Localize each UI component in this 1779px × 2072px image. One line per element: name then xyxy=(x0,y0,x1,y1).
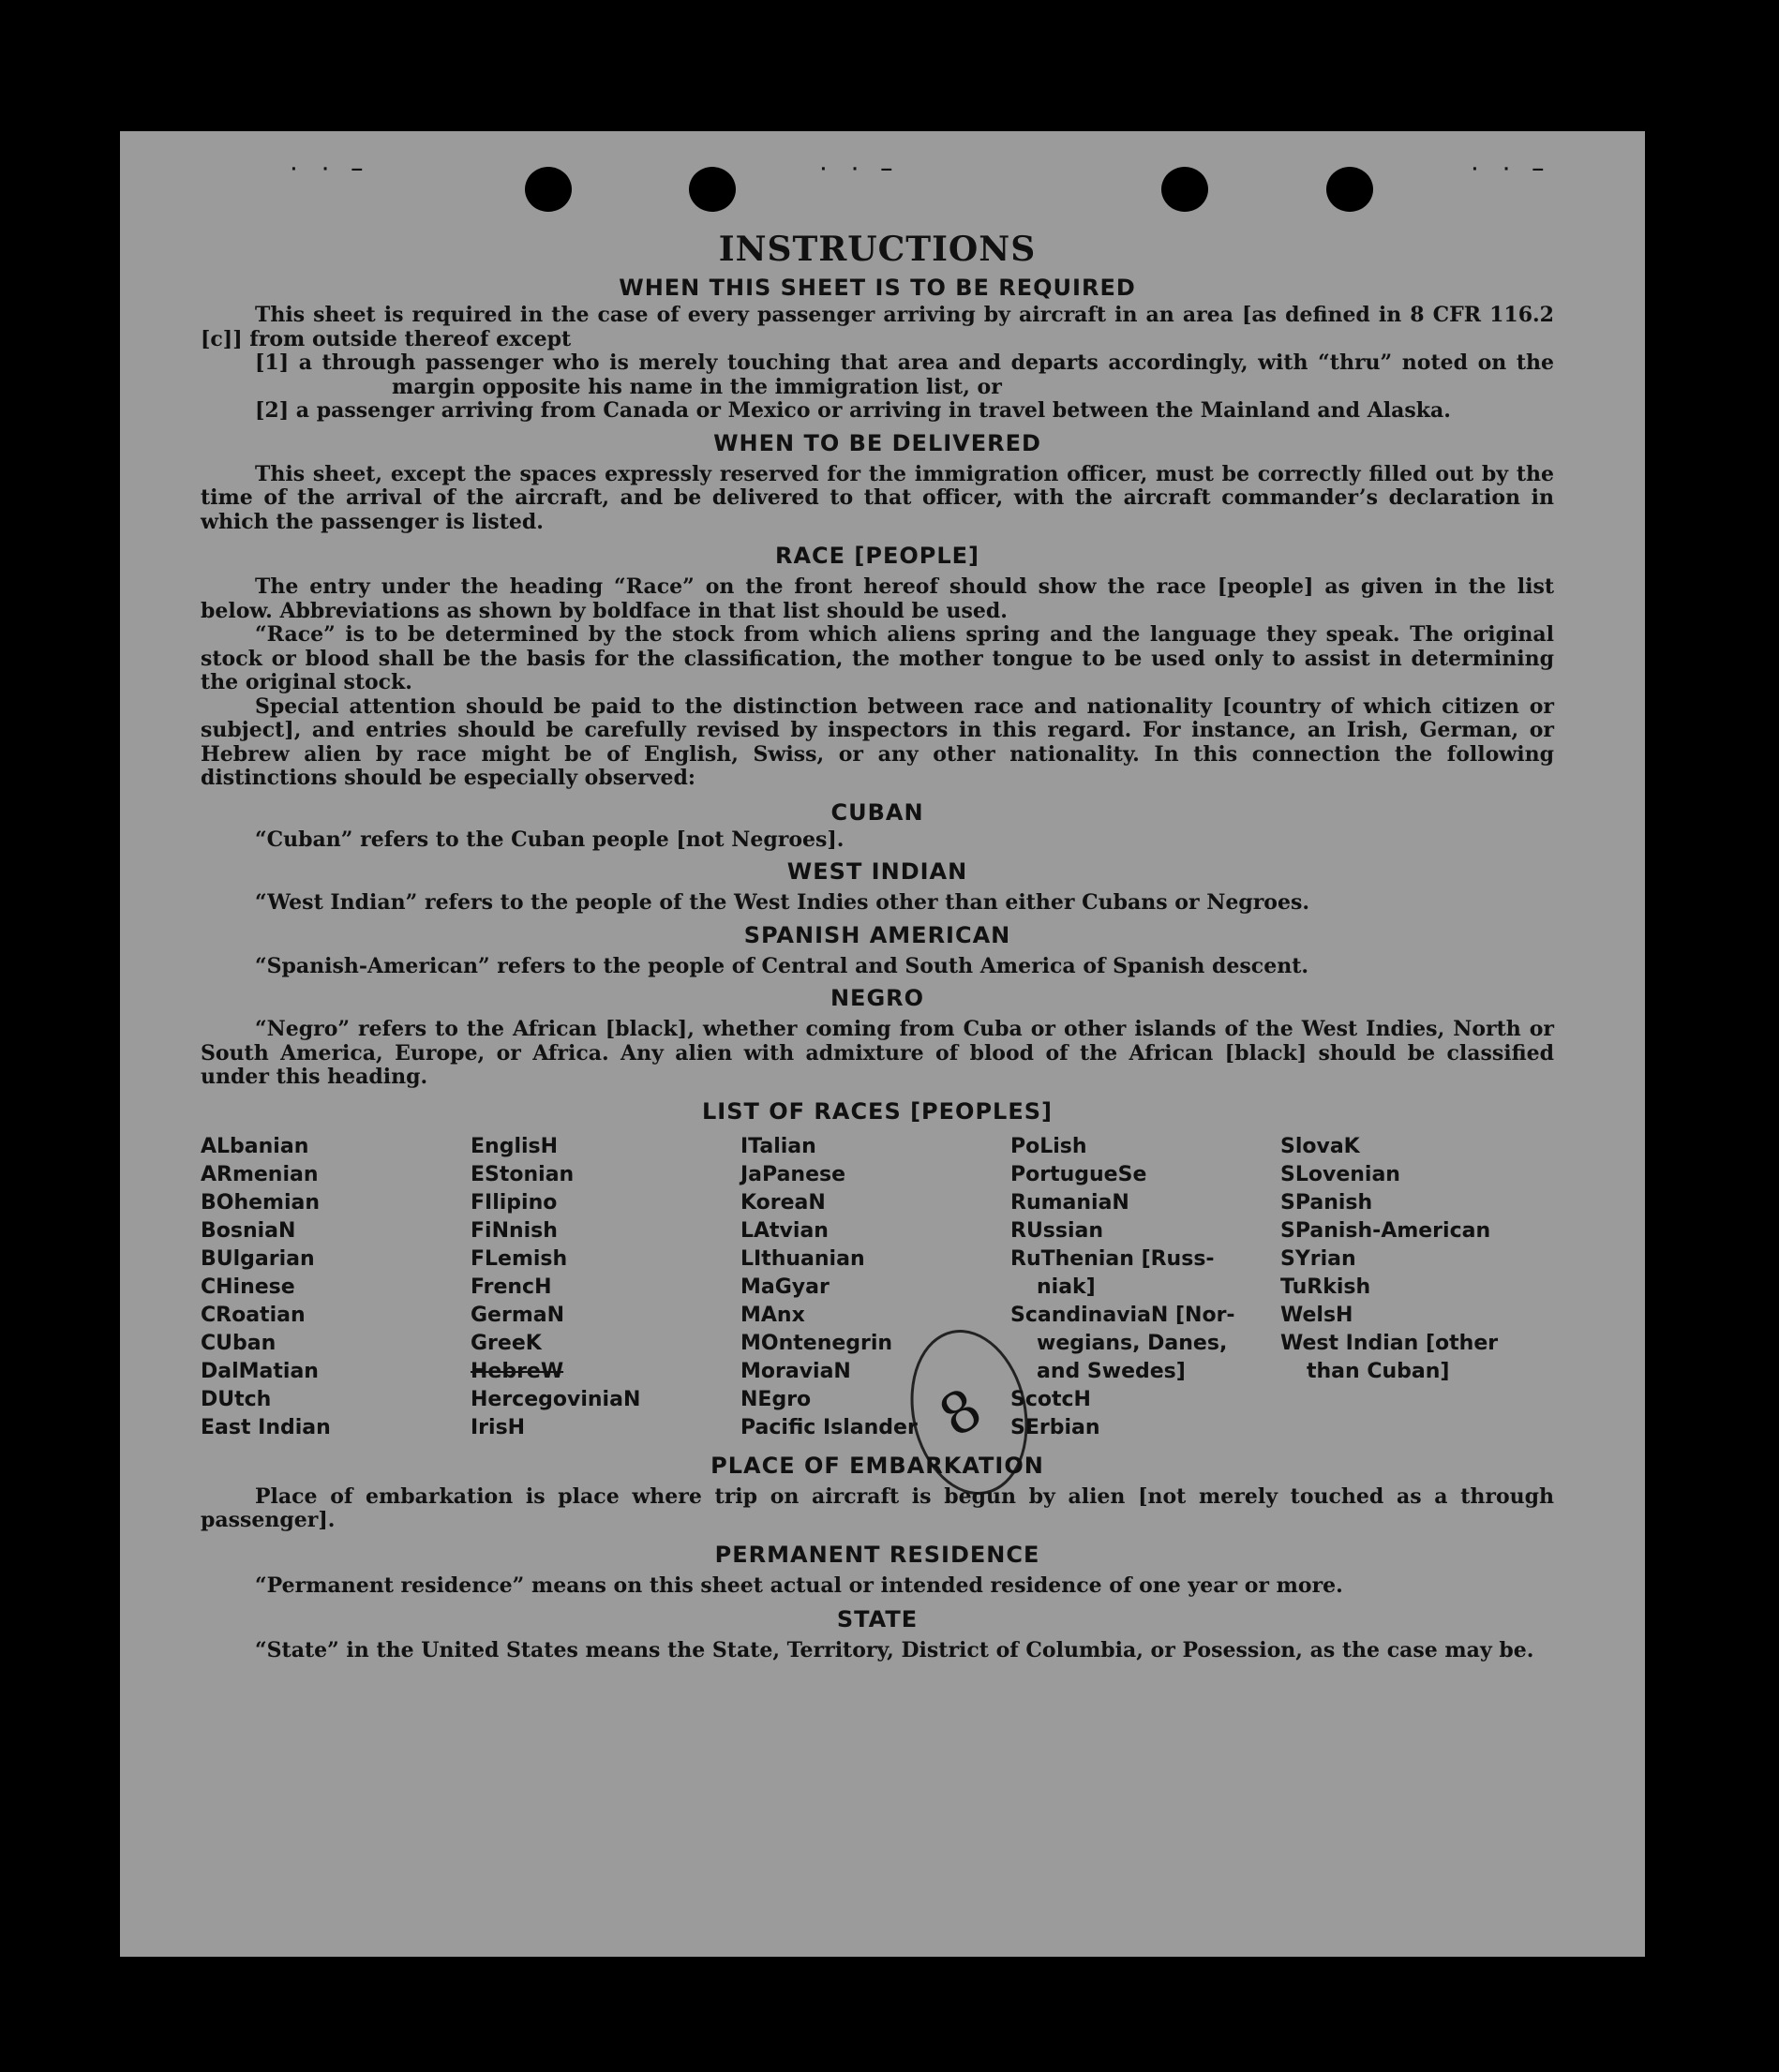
race-entry: WelsH xyxy=(1280,1303,1353,1327)
race-entry: ScandinaviaN [Nor- xyxy=(1010,1303,1235,1327)
race-entry: ALbanian xyxy=(201,1134,309,1158)
heading-west-indian: WEST INDIAN xyxy=(786,858,968,885)
race-entry: FiNnish xyxy=(471,1218,558,1243)
required-item-1: [1] a through passenger who is merely touching that area and departs accordingly, with “thru” noted on the margin opposite his name in the immigration list, or xyxy=(255,350,1554,399)
punch-hole xyxy=(689,167,736,212)
races-column-1 xyxy=(201,1133,471,1442)
handwritten-number: 8 xyxy=(928,1376,994,1451)
edge-marks: · · ‒ xyxy=(818,159,898,179)
instructions-content xyxy=(201,231,1554,1663)
race-entry: MoraviaN xyxy=(740,1359,851,1383)
race-entry: GermaN xyxy=(471,1303,565,1327)
race-entry: FIlipino xyxy=(471,1190,558,1215)
race-entry: FLemish xyxy=(471,1246,568,1271)
page-title: INSTRUCTIONS xyxy=(718,230,1037,269)
race-entry-continued: niak] xyxy=(1037,1275,1096,1299)
race-entry: MAnx xyxy=(740,1303,805,1327)
race-entry: HercegovinіaN xyxy=(471,1387,641,1411)
race-entry: MaGyar xyxy=(740,1275,830,1299)
race-entry: BOhemian xyxy=(201,1190,321,1215)
race-entry: CUban xyxy=(201,1331,277,1355)
required-intro: This sheet is required in the case of every passenger arriving by aircraft in an area [as defined in 8 CFR 116.2 [c]] from outside thereof except xyxy=(201,303,1554,351)
race-entry-continued: than Cuban] xyxy=(1307,1359,1450,1383)
race-entry: PoLish xyxy=(1010,1134,1087,1158)
race-entry-continued: and Swedes] xyxy=(1037,1359,1186,1383)
edge-marks: · · ‒ xyxy=(1470,159,1549,179)
heading-negro: NEGRO xyxy=(830,985,925,1011)
races-column-2 xyxy=(471,1133,740,1442)
punch-hole xyxy=(1326,167,1373,212)
race-paragraph-3: Special attention should be paid to the distinction between race and nationality [country of which citizen or subject], and entries should be carefully revised by inspectors in this regard. For instance, an Irish, German, or Hebrew alien by race might be of English, Swiss, or any other nationality. In this connection the following distinctions should be especially observed: xyxy=(201,693,1554,790)
race-entry: ARmenian xyxy=(201,1162,319,1186)
residence-text: “Permanent residence” means on this sheet actual or intended residence of one year or more. xyxy=(255,1573,1343,1598)
punch-hole xyxy=(1161,167,1208,212)
races-column-5 xyxy=(1280,1133,1554,1442)
heading-when-required: WHEN THIS SHEET IS TO BE REQUIRED xyxy=(619,275,1136,301)
negro-text: “Negro” refers to the African [black], whether coming from Cuba or other islands of the West Indies, North or South America, Europe, or Africa. Any alien with admixture of blood of the African [black] should be classified under this heading. xyxy=(201,1017,1554,1089)
race-entry-struck: HebreW xyxy=(471,1359,564,1383)
races-column-3 xyxy=(740,1133,1010,1442)
race-entry: West Indian [other xyxy=(1280,1331,1499,1355)
heading-permanent-residence: PERMANENT RESIDENCE xyxy=(714,1541,1040,1568)
race-entry: JaPanese xyxy=(740,1162,846,1186)
heading-race: RACE [PEOPLE] xyxy=(774,543,980,569)
race-entry-continued: wegians, Danes, xyxy=(1037,1331,1228,1355)
race-entry: EStonian xyxy=(471,1162,575,1186)
race-entry: KoreaN xyxy=(740,1190,826,1215)
race-entry: LAtvian xyxy=(740,1218,829,1243)
heading-cuban: CUBAN xyxy=(830,798,924,826)
race-entry: East Indian xyxy=(201,1415,331,1439)
race-entry: MOntenegrin xyxy=(740,1331,893,1355)
spanish-american-text: “Spanish-American” refers to the people of Central and South America of Spanish descent. xyxy=(255,953,1309,978)
race-entry: SlovaK xyxy=(1280,1134,1360,1158)
races-column-4 xyxy=(1010,1133,1280,1442)
race-entry: DalMatian xyxy=(201,1359,319,1383)
race-entry: RumaniaN xyxy=(1010,1190,1129,1215)
race-entry: CHinese xyxy=(201,1275,295,1299)
race-entry: Pacific Islander xyxy=(740,1415,918,1439)
race-entry: RUssian xyxy=(1010,1218,1104,1243)
races-list xyxy=(201,1133,1554,1442)
race-entry: SPanish xyxy=(1280,1190,1373,1215)
delivered-text: This sheet, except the spaces expressly reserved for the immigration officer, must be correctly filled out by the time of the arrival of the aircraft, and be delivered to that officer, with the aircraft commander’s declaration in which the passenger is listed. xyxy=(201,461,1554,534)
race-entry: ITalian xyxy=(740,1134,816,1158)
race-entry: ScotcH xyxy=(1010,1387,1091,1411)
race-entry: BosniaN xyxy=(201,1218,296,1243)
race-entry: PortugueSe xyxy=(1010,1162,1147,1186)
cuban-text: “Cuban” refers to the Cuban people [not Negroes]. xyxy=(255,827,845,852)
west-indian-text: “West Indian” refers to the people of the West Indies other than either Cubans or Negroes. xyxy=(255,890,1310,915)
race-entry: LIthuanian xyxy=(740,1246,865,1271)
race-entry: NEgro xyxy=(740,1387,812,1411)
heading-when-delivered: WHEN TO BE DELIVERED xyxy=(713,429,1041,456)
race-entry: SYrian xyxy=(1280,1246,1356,1271)
race-entry: TuRkish xyxy=(1280,1275,1371,1299)
punch-hole xyxy=(525,167,572,212)
race-entry: DUtch xyxy=(201,1387,272,1411)
race-entry: CRoatian xyxy=(201,1303,306,1327)
race-entry: RuThenian [Russ- xyxy=(1010,1246,1215,1271)
heading-place-of-embarkation: PLACE OF EMBARKATION xyxy=(710,1452,1044,1479)
heading-list-of-races: LIST OF RACES [PEOPLES] xyxy=(702,1097,1053,1125)
race-entry: BUlgarian xyxy=(201,1246,315,1271)
document-sheet xyxy=(120,131,1645,1957)
race-paragraph-2: “Race” is to be determined by the stock from which aliens spring and the language they speak. The original stock or blood shall be the basis for the classification, the mother tongue to be used only to assist in determining the original stock. xyxy=(201,622,1554,694)
race-entry: IrisH xyxy=(471,1415,526,1439)
embarkation-text: Place of embarkation is place where trip on aircraft is begun by alien [not merely touched as a through passenger]. xyxy=(201,1483,1554,1532)
required-item-2: [2] a passenger arriving from Canada or Mexico or arriving in travel between the Mainland and Alaska. xyxy=(255,398,1451,423)
race-entry: GreeK xyxy=(471,1331,542,1355)
state-text: “State” in the United States means the State, Territory, District of Columbia, or Posession, as the case may be. xyxy=(255,1638,1534,1662)
race-entry: SLovenian xyxy=(1280,1162,1400,1186)
race-paragraph-1: The entry under the heading “Race” on the front hereof should show the race [people] as given in the list below. Abbreviations as shown by boldface in that list should be used. xyxy=(201,574,1554,623)
edge-marks: · · ‒ xyxy=(289,159,368,179)
race-entry: EnglisH xyxy=(471,1134,559,1158)
race-entry: SErbian xyxy=(1010,1415,1100,1439)
heading-state: STATE xyxy=(836,1606,919,1632)
race-entry: FrencH xyxy=(471,1275,552,1299)
heading-spanish-american: SPANISH AMERICAN xyxy=(743,921,1011,948)
race-entry: SPanish-American xyxy=(1280,1218,1491,1243)
